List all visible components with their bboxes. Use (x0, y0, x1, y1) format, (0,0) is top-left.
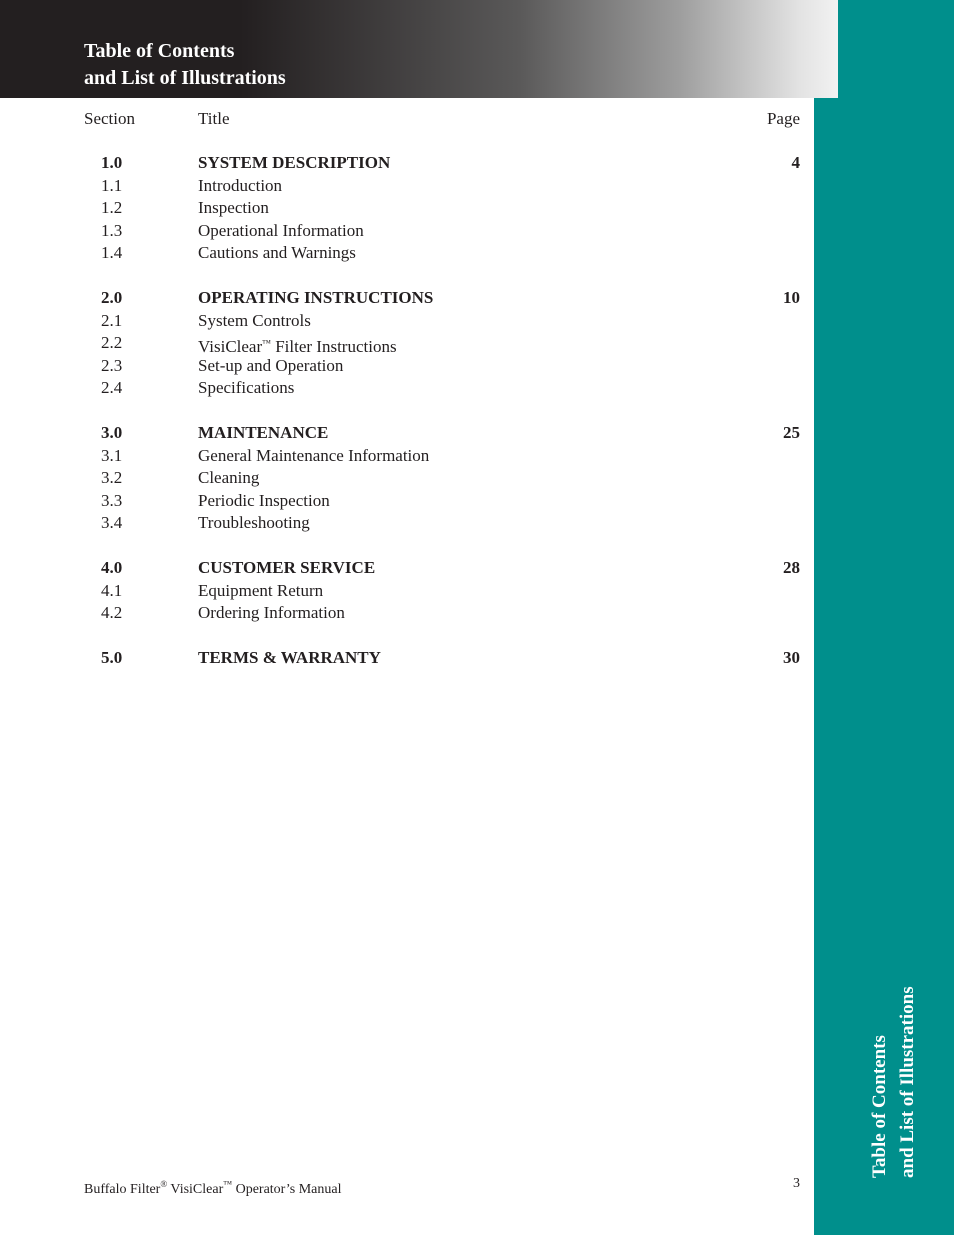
item-number: 4.1 (101, 580, 123, 600)
item-title: Set-up and Operation (198, 355, 344, 375)
page-title (84, 38, 286, 92)
toc-item-row[interactable] (0, 512, 814, 535)
toc-list (0, 152, 814, 670)
footer-suffix: Operator’s Manual (232, 1182, 342, 1197)
item-number: 3.4 (101, 513, 123, 532)
section-page: 4 (791, 153, 800, 172)
toc-item-row[interactable] (0, 377, 814, 400)
toc-section-row[interactable] (0, 422, 814, 445)
item-title: Operational Information (198, 220, 364, 240)
item-title: Troubleshooting (198, 513, 310, 532)
toc-item-row[interactable] (0, 490, 814, 513)
section-number: 4.0 (101, 558, 123, 577)
column-header-section: Section (84, 109, 135, 128)
item-title: System Controls (198, 310, 311, 330)
footer-product: VisiClear (167, 1182, 224, 1197)
footer-brand: Buffalo Filter (84, 1182, 161, 1197)
section-page: 28 (783, 558, 800, 577)
section-number: 1.0 (101, 153, 123, 172)
section-title: TERMS & WARRANTY (198, 648, 381, 667)
toc-section-row[interactable] (0, 152, 814, 175)
item-number: 1.1 (101, 175, 123, 195)
item-number: 1.4 (101, 243, 123, 262)
item-number: 2.2 (101, 333, 123, 352)
toc-section-row[interactable] (0, 647, 814, 670)
section-title: OPERATING INSTRUCTIONS (198, 288, 434, 307)
footer-manual-title (84, 1175, 341, 1199)
item-title-suffix: Filter Instructions (270, 337, 397, 356)
item-title-prefix: VisiClear (198, 337, 263, 356)
section-spacer (0, 535, 814, 558)
footer-page-number: 3 (793, 1176, 800, 1191)
section-number: 2.0 (101, 288, 123, 307)
item-number: 2.3 (101, 355, 123, 375)
toc-item-row[interactable] (0, 355, 814, 378)
item-title: Ordering Information (198, 603, 345, 622)
toc-item-row[interactable] (0, 332, 814, 355)
side-tab-label (866, 986, 922, 1178)
section-number: 3.0 (101, 423, 123, 442)
item-title: Inspection (198, 198, 269, 217)
section-page: 25 (783, 423, 800, 442)
item-title: General Maintenance Information (198, 445, 430, 465)
section-number: 5.0 (101, 648, 123, 667)
side-band-top (838, 0, 954, 98)
section-title: SYSTEM DESCRIPTION (198, 153, 391, 172)
item-number: 3.1 (101, 445, 123, 465)
item-number: 2.4 (101, 378, 123, 397)
toc-item-row[interactable] (0, 197, 814, 220)
trademark-symbol: ™ (223, 1179, 233, 1189)
column-header-title: Title (198, 109, 230, 128)
item-number: 3.3 (101, 490, 123, 510)
toc-section-row[interactable] (0, 287, 814, 310)
toc-item-row[interactable] (0, 602, 814, 625)
item-number: 1.2 (101, 198, 123, 217)
item-number: 1.3 (101, 220, 123, 240)
section-page: 30 (783, 648, 800, 667)
toc-section-row[interactable] (0, 557, 814, 580)
toc-item-row[interactable] (0, 580, 814, 603)
item-title: Periodic Inspection (198, 490, 330, 510)
item-number: 3.2 (101, 468, 123, 487)
page-title-line2: and List of Illustrations (84, 67, 286, 89)
section-title: CUSTOMER SERVICE (198, 558, 376, 577)
trademark-symbol: ™ (262, 338, 271, 348)
item-number: 4.2 (101, 603, 123, 622)
page-title-line1: Table of Contents (84, 40, 235, 62)
registered-symbol: ® (160, 1179, 168, 1189)
item-title: Introduction (198, 175, 283, 195)
toc-item-row[interactable] (0, 467, 814, 490)
side-tab-label-line2: and List of Illustrations (897, 986, 918, 1178)
section-spacer (0, 400, 814, 423)
item-title: Equipment Return (198, 580, 324, 600)
column-header-page: Page (766, 109, 800, 128)
item-title: Cleaning (198, 468, 260, 487)
side-tab-label-line1: Table of Contents (869, 1035, 890, 1178)
section-page: 10 (783, 288, 800, 307)
section-spacer (0, 265, 814, 288)
toc-item-row[interactable] (0, 220, 814, 243)
section-spacer (0, 625, 814, 648)
toc-item-row[interactable] (0, 242, 814, 265)
toc-item-row[interactable] (0, 310, 814, 333)
item-number: 2.1 (101, 310, 123, 330)
item-title: Specifications (198, 378, 295, 397)
toc-item-row[interactable] (0, 445, 814, 468)
section-title: MAINTENANCE (198, 423, 329, 442)
item-title: Cautions and Warnings (198, 243, 356, 262)
toc-item-row[interactable] (0, 175, 814, 198)
